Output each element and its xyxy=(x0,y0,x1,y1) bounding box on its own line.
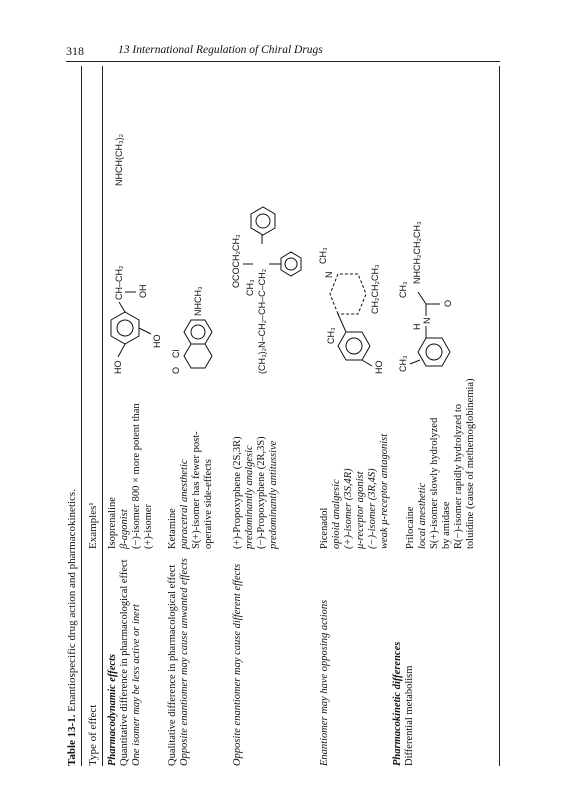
bond xyxy=(418,292,426,304)
row1-examples xyxy=(107,403,155,549)
phenyl-ring xyxy=(184,320,212,344)
section-heading: Pharmacodynamic effects xyxy=(107,653,118,766)
aromatic-circle xyxy=(256,214,270,228)
example-line: R(−)-isomer rapidly hydrolyzed to xyxy=(453,403,464,549)
rotated-table xyxy=(66,66,500,766)
type-line: Qualitative difference in pharmacological effect xyxy=(167,564,178,766)
aromatic-circle xyxy=(426,344,442,360)
example-line: toluidine (cause of methemoglobinemia) xyxy=(465,378,476,549)
example-line: (−)-isomer 800 × more potent than xyxy=(131,403,142,549)
example-line: S(+)-isomer slowly hydrolyzed xyxy=(429,417,440,549)
drug-name: Ketamine xyxy=(167,508,178,549)
column-header-examples: Examples¹ xyxy=(87,502,99,549)
isoprenaline-structure xyxy=(106,74,166,374)
aromatic-circle xyxy=(346,338,362,354)
label: HO xyxy=(374,360,384,374)
example-line: β-agonist xyxy=(119,509,130,549)
ketamine-structure xyxy=(169,254,229,374)
example-line: (+)-isomer xyxy=(143,504,154,549)
label: CH₃ xyxy=(326,327,336,344)
running-title: 13 International Regulation of Chiral Drugs xyxy=(118,44,323,56)
bottom-rule xyxy=(499,66,500,766)
label: N xyxy=(422,317,432,324)
bond xyxy=(410,360,420,364)
benzyl-ring xyxy=(251,207,275,235)
example-line: μ-receptor agonist xyxy=(355,471,366,549)
drug-name: Isoprenaline xyxy=(107,497,118,549)
example-line: by amidase xyxy=(441,501,452,549)
label: CH₃ xyxy=(398,355,408,372)
row3-examples xyxy=(232,436,280,549)
label: HO xyxy=(152,334,162,348)
table-caption xyxy=(66,489,78,766)
phenyl-ring xyxy=(281,252,301,276)
drug-name: Picenadol xyxy=(319,507,330,549)
bond xyxy=(118,344,125,357)
aromatic-circle xyxy=(285,258,297,270)
label: CH₃ xyxy=(318,247,328,264)
caption-text: Enantiospecific drug action and pharmacokinetics. xyxy=(66,489,78,715)
toluidine-ring xyxy=(418,338,450,366)
piperidine-ring xyxy=(330,274,366,314)
header-rule-bottom xyxy=(102,66,103,766)
label: (CH₃)₂N–CH₂–CH–C–CH₂ xyxy=(257,268,267,374)
example-line: (−)-isomer (3R,4S) xyxy=(367,468,378,549)
bond xyxy=(139,328,151,334)
label: NHCH(CH₃)₂ xyxy=(114,133,124,186)
row2-type xyxy=(167,558,191,766)
bond xyxy=(119,302,125,312)
example-line: (+)-Propoxyphene (2S,3R) xyxy=(232,436,243,549)
phenol-ring xyxy=(338,332,370,360)
label: CH₃ xyxy=(398,281,408,298)
caption-label: Table 13-1. xyxy=(66,714,78,766)
example-line: predominantly analgesic xyxy=(244,445,255,549)
label: N xyxy=(324,271,334,278)
example-line: predominantly antitussive xyxy=(268,440,279,549)
aromatic-circle xyxy=(191,325,205,339)
row5-type xyxy=(392,642,416,766)
row4-type xyxy=(319,600,331,766)
bond xyxy=(362,360,372,366)
row4-examples xyxy=(319,434,391,549)
label: CH–CH₂ xyxy=(114,265,124,300)
drug-name: Prilocaine xyxy=(405,506,416,549)
row3-type xyxy=(232,564,244,766)
page-number: 318 xyxy=(66,44,84,58)
prilocaine-structure xyxy=(396,174,471,374)
row1-type xyxy=(107,559,143,766)
column-header-type: Type of effect xyxy=(87,704,99,766)
label: CH₃ xyxy=(245,279,255,296)
type-line: Quantitative difference in pharmacological effect xyxy=(119,559,130,766)
section-heading: Pharmacokinetic differences xyxy=(392,641,403,766)
type-line: Opposite enantiomer may cause unwanted effects xyxy=(179,558,190,766)
type-line: Enantiomer may have opposing actions xyxy=(319,599,330,766)
aromatic-circle xyxy=(117,320,133,336)
label: O xyxy=(171,366,181,374)
label: HO xyxy=(113,360,123,374)
example-line: opioid analgesic xyxy=(331,479,342,549)
running-header xyxy=(66,44,500,62)
top-rule xyxy=(81,66,82,766)
example-line: (+)-isomer (3S,4R) xyxy=(343,468,354,549)
label: O xyxy=(443,299,453,307)
example-line: S(+)-isomer has fewer post- xyxy=(191,431,202,549)
cyclohexanone-ring xyxy=(184,344,212,368)
row5-examples xyxy=(405,378,477,549)
label: H xyxy=(412,323,422,330)
picenadol-structure xyxy=(316,214,391,374)
label: Cl xyxy=(171,349,181,358)
benzene-ring xyxy=(111,312,139,344)
label: CH₂CH₂CH₃ xyxy=(370,264,380,314)
example-line: paracetral anesthetic xyxy=(179,459,190,549)
propoxyphene-structure xyxy=(229,94,304,374)
label: OH xyxy=(138,284,148,298)
row2-examples xyxy=(167,431,215,549)
example-line: operative side-effects xyxy=(203,459,214,549)
type-line: Opposite enantiomer may cause different effects xyxy=(232,563,243,766)
example-line: local anesthetic xyxy=(417,482,428,549)
header-rule xyxy=(66,61,500,62)
example-line: weak μ-receptor antagonist xyxy=(379,433,390,549)
label: NHCH₂CH₂CH₃ xyxy=(412,221,422,284)
label: OCOCH₂CH₃ xyxy=(231,234,241,288)
type-line: One isomer may be less active or inert xyxy=(131,604,142,766)
label: NHCH₃ xyxy=(193,286,203,316)
type-line: Differential metabolism xyxy=(404,665,415,766)
example-line: (−)-Propoxyphene (2R,3S) xyxy=(256,436,267,549)
bond xyxy=(338,314,346,332)
